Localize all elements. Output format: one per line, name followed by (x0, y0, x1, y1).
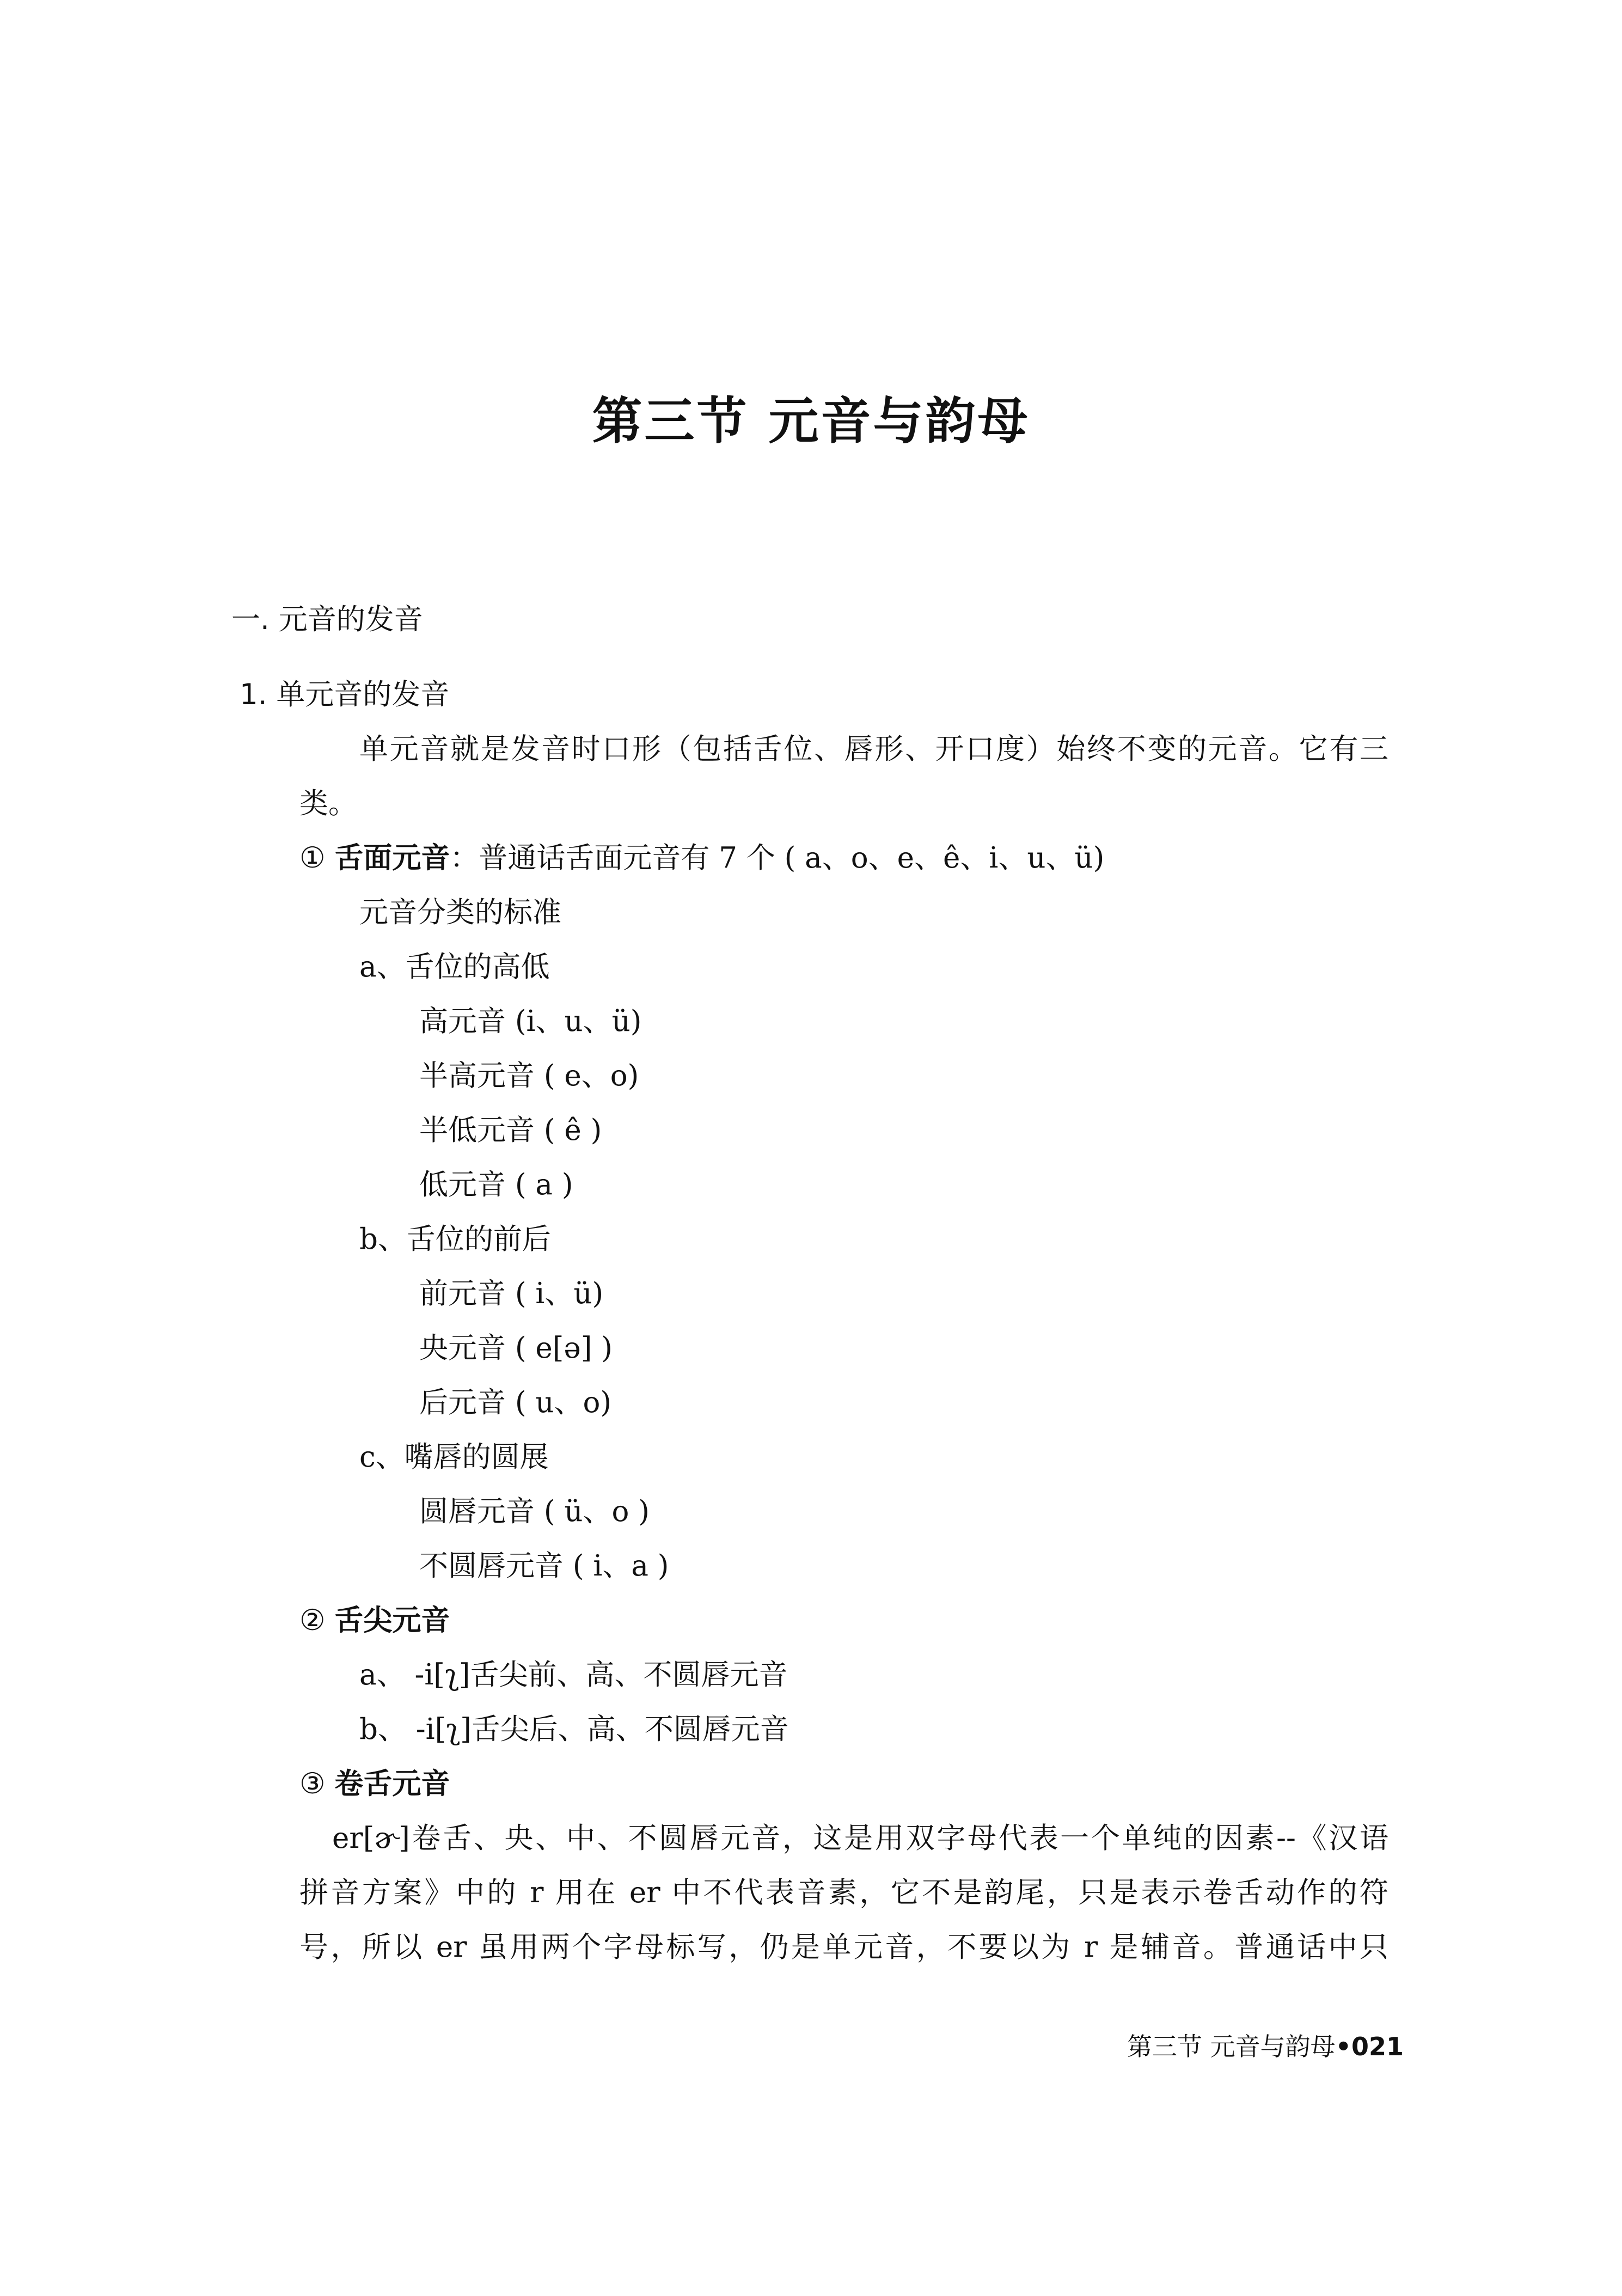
intro-paragraph-line-1: 单元音就是发音时口形（包括舌位、唇形、开口度）始终不变的元音。它有三 (359, 732, 1388, 766)
item-number: ③ (299, 1767, 326, 1800)
list-item: 前元音 ( i、ü) (419, 1277, 604, 1310)
er-paragraph-line-2: 拼音方案》中的 r 用在 er 中不代表音素，它不是韵尾，只是表示卷舌动作的符 (299, 1876, 1388, 1909)
er-paragraph-line-3: 号，所以 er 虽用两个字母标写，仍是单元音，不要以为 r 是辅音。普通话中只 (299, 1931, 1388, 1964)
item-label: 卷舌元音 (334, 1767, 450, 1800)
subsection-heading: 1. 单元音的发音 (240, 678, 450, 711)
list-item: 半高元音 ( e、o) (419, 1059, 639, 1092)
list-item: b、 -i[ʅ]舌尖后、高、不圆唇元音 (359, 1713, 789, 1746)
item-description: ：普通话舌面元音有 7 个 ( a、o、e、ê、i、u、ü) (450, 841, 1105, 875)
footer-bullet: • (1335, 2032, 1352, 2061)
item-number: ① (299, 841, 326, 875)
list-item: a、 -i[ʅ]舌尖前、高、不圆唇元音 (359, 1658, 788, 1692)
item-tongue-surface-vowels (299, 835, 1104, 876)
er-paragraph-line-1: er[ɚ]卷舌、央、中、不圆唇元音，这是用双字母代表一个单纯的因素--《汉语 (332, 1822, 1388, 1855)
item-label: 舌面元音 (334, 841, 450, 875)
criterion-c: c、嘴唇的圆展 (359, 1440, 549, 1474)
list-item: 后元音 ( u、o) (419, 1386, 612, 1419)
page-footer (1127, 2027, 1404, 2063)
criterion-b: b、舌位的前后 (359, 1223, 551, 1256)
list-item: 不圆唇元音 ( i、a ) (419, 1549, 669, 1583)
page-title: 第三节 元音与韵母 (592, 392, 1030, 450)
list-item: 高元音 (i、u、ü) (419, 1005, 642, 1038)
list-item: 央元音 ( e[ə] ) (419, 1332, 613, 1365)
item-label: 舌尖元音 (334, 1603, 450, 1637)
list-item: 低元音 ( a ) (419, 1168, 573, 1201)
page-number: 021 (1351, 2032, 1404, 2061)
classification-criteria: 元音分类的标准 (359, 896, 561, 929)
item-number: ② (299, 1604, 326, 1637)
item-apical-vowels (299, 1597, 450, 1639)
list-item: 半低元音 ( ê ) (419, 1114, 602, 1147)
footer-section-title: 第三节 元音与韵母 (1127, 2032, 1336, 2061)
item-retroflex-vowel (299, 1761, 450, 1802)
section-heading: 一. 元音的发音 (231, 603, 423, 636)
list-item: 圆唇元音 ( ü、o ) (419, 1495, 650, 1528)
criterion-a: a、舌位的高低 (359, 950, 550, 984)
intro-paragraph-line-2: 类。 (299, 787, 357, 820)
